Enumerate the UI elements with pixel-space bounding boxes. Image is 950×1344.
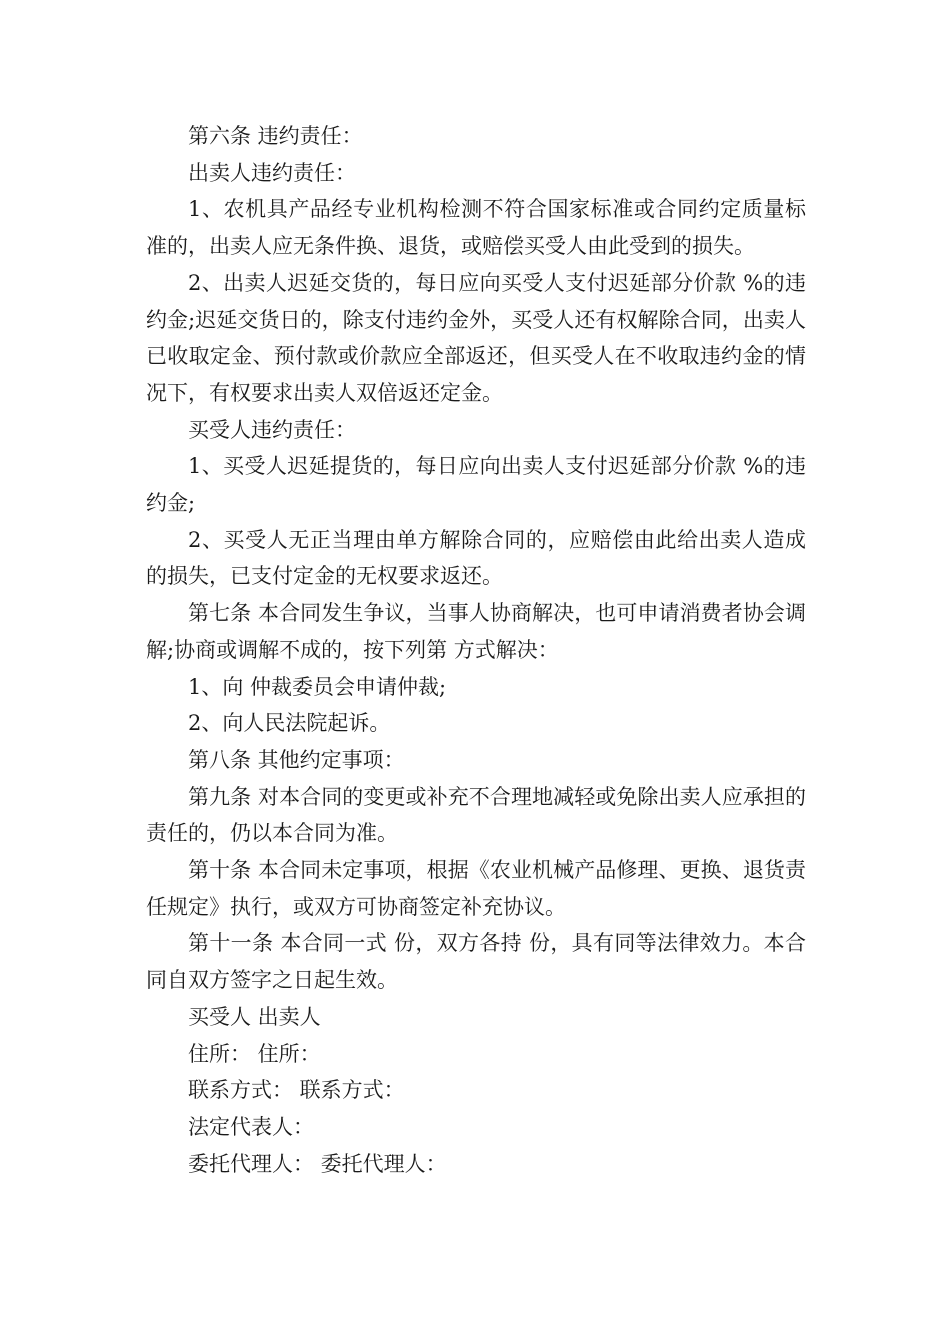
article-11-text: 第十一条 本合同一式 份，双方各持 份，具有同等法律效力。本合同自双方签字之日起生效。: [146, 931, 806, 993]
signature-address: 住所： 住所：: [188, 1041, 321, 1066]
signature-parties: 买受人 出卖人: [188, 1004, 321, 1029]
document-page: [146, 118, 806, 1182]
buyer-liability-item-2: 2、买受人无正当理由单方解除合同的，应赔偿由此给出卖人造成的损失，已支付定金的无权要求返还。: [146, 527, 806, 589]
signature-contact: 联系方式： 联系方式：: [188, 1078, 405, 1103]
buyer-liability-heading: 买受人违约责任：: [188, 417, 356, 442]
seller-liability-item-2: 2、出卖人迟延交货的，每日应向买受人支付迟延部分价款 %的违约金;迟延交货日的，除支付违约金外，买受人还有权解除合同，出卖人已收取定金、预付款或价款应全部返还，但买受人在不收取违约金的情况下，有权要求出卖人双倍返还定金。: [146, 270, 806, 405]
article-10-text: 第十条 本合同未定事项，根据《农业机械产品修理、更换、退货责任规定》执行，或双方可协商签定补充协议。: [146, 858, 806, 919]
signature-legal-representative: 法定代表人：: [188, 1114, 314, 1139]
signature-agent: 委托代理人： 委托代理人：: [188, 1151, 447, 1176]
article-8-text: 第八条 其他约定事项：: [188, 747, 405, 772]
dispute-option-1: 1、向 仲裁委员会申请仲裁;: [188, 674, 447, 699]
dispute-option-2: 2、向人民法院起诉。: [188, 711, 391, 736]
buyer-liability-item-1: 1、买受人迟延提货的，每日应向出卖人支付迟延部分价款 %的违约金;: [146, 454, 806, 516]
article-6-heading: 第六条 违约责任：: [188, 124, 363, 148]
seller-liability-item-1: 1、农机具产品经专业机构检测不符合国家标准或合同约定质量标准的，出卖人应无条件换、退货，或赔偿买受人由此受到的损失。: [146, 197, 806, 259]
article-9-text: 第九条 对本合同的变更或补充不合理地减轻或免除出卖人应承担的责任的，仍以本合同为准。: [146, 784, 806, 846]
article-7-text: 第七条 本合同发生争议，当事人协商解决，也可申请消费者协会调解;协商或调解不成的，按下列第 方式解决：: [146, 601, 806, 662]
seller-liability-heading: 出卖人违约责任：: [188, 160, 356, 185]
